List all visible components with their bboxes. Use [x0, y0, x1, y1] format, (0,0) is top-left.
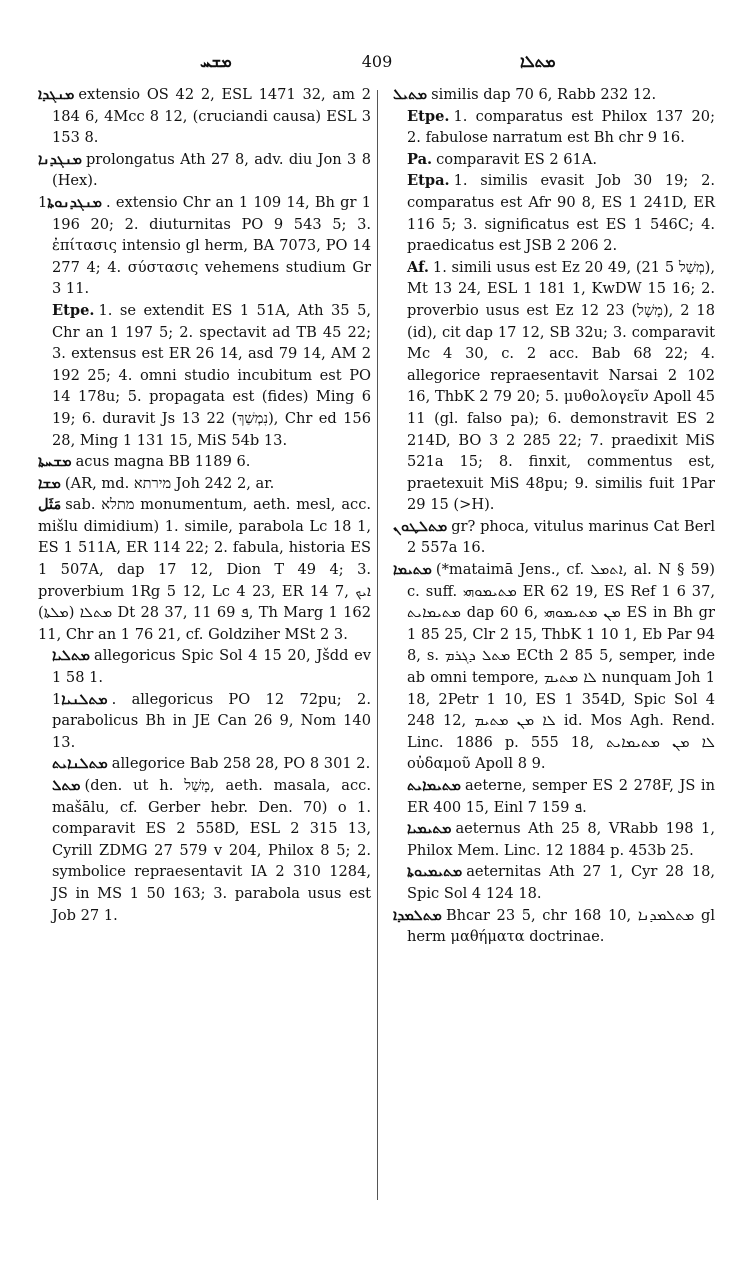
entry-headword: ܡܬܝܡܝܐ — [407, 820, 452, 838]
dictionary-entry — [38, 84, 371, 149]
entry-text: extensio OS 42 2, ESL 1471 32, am 2 184 6, 4Mcc 8 12, (cruciandi causa) ESL 3 153 8. — [52, 86, 371, 147]
entry-headword: ܡܢܓܕܢܘܬܐ — [47, 193, 102, 211]
dictionary-entry — [393, 149, 715, 171]
entry-headword: Etpa. — [407, 172, 450, 190]
entry-text: aeternus Ath 25 8, VRabb 198 1, Philox Mem. Linc. 12 1884 p. 453b 25. — [407, 820, 715, 859]
dictionary-entry — [393, 861, 715, 904]
dictionary-entry — [38, 192, 371, 300]
dictionary-entry — [393, 106, 715, 149]
entry-text: 1. similis evasit Job 30 19; 2. comparatus est Afr 90 8, ES 1 241D, ER 116 5; 3. significatus est ES 1 546C; 4. praedicatus est JSB 2 206 2. — [407, 172, 715, 255]
dictionary-entry — [38, 494, 371, 645]
entry-headword: ܡܫܚܬܐ — [38, 453, 72, 471]
entry-text: comparavit ES 2 61A. — [436, 150, 598, 168]
entry-headword: ܡܬܝܠ — [393, 86, 428, 103]
entry-headword: مَثَل — [38, 496, 62, 514]
entry-headword: ܡܬܠܢܐܝܬ — [52, 755, 108, 773]
dictionary-entry — [38, 451, 371, 473]
page-number: 409 — [361, 52, 393, 71]
dictionary-entry — [38, 645, 371, 688]
dictionary-entry — [393, 559, 715, 775]
entry-headword: ܡܬܝܡܐ — [393, 561, 432, 579]
dictionary-entry — [38, 689, 371, 754]
entry-text: Bhcar 23 5, chr 168 10, ܡܬܠܡܕܢܐ gl herm μαθήματα doctrinae. — [407, 906, 715, 946]
entry-text: prolongatus Ath 27 8, adv. diu Jon 3 8 (Hex). — [52, 150, 371, 190]
entry-headword: ܡܢܓܕܐ — [38, 86, 75, 103]
entry-headword: ܡܬܝܡܐܝܬ — [407, 777, 461, 794]
entry-headword: ܡܬܠܡܕܐ — [393, 906, 442, 924]
entry-text: allegorice Bab 258 28, PO 8 301 2. — [111, 755, 371, 773]
dictionary-entry — [393, 257, 715, 516]
dictionary-entry — [393, 84, 715, 106]
entry-headword: ܡܬܠܛܘܢ — [393, 517, 448, 535]
dictionary-entry — [393, 905, 715, 948]
entry-text: aeterne, semper ES 2 278F, JS in ER 400 15, Einl ܦ 159 7. — [407, 777, 715, 816]
right-column — [393, 84, 715, 948]
entry-text: (AR, md. מירתא Joh 242 2, ar. — [64, 474, 275, 492]
entry-headword: Pa. — [407, 150, 433, 168]
entry-headword: Af. — [407, 258, 429, 276]
column-divider — [377, 90, 378, 1200]
dictionary-entry — [38, 775, 371, 926]
entry-text: aeternitas Ath 27 1, Cyr 28 18, Spic Sol 4 124 18. — [407, 863, 715, 902]
dictionary-entry — [393, 775, 715, 818]
dictionary-entry — [393, 818, 715, 861]
dictionary-entry — [38, 149, 371, 192]
entry-headword: ܡܬܠܢܝܐ — [61, 690, 108, 708]
entry-headword: Etpe. — [52, 301, 95, 319]
entry-text: gr? phoca, vitulus marinus Cat Berl 2 557a 16. — [407, 517, 715, 557]
dictionary-entry — [38, 753, 371, 775]
entry-text: 1. allegoricus PO 12 72pu; 2. parabolicus Bh in JE Can 26 9, Nom 140 13. — [52, 690, 371, 751]
entry-text: allegoricus Spic Sol 4 15 20, Jšdd ev 1 58 1. — [52, 647, 371, 687]
entry-headword: ܡܬܠ — [52, 777, 81, 794]
entry-text: sab. מתלא monumentum, aeth. mesl, acc. mišlu dimidium) 1. simile, parabola Lc 18 1, ES 1 511A, ER 114 22; 2. fabula, historia ES 1 507A, dap 17 12, Dion T 49 4; 3. proverbium 1Rg 5 12, Lc 4 23, ER 14 7, ܐܝܟ ܡܬܠܐ (ܡܠܬܐ) Dt 28 37, ܦ 69 11, Th Marg 1 162 11, Chr an 1 76 21, cf. Goldziher MSt 2 3. — [38, 496, 372, 643]
entry-text: similis dap 70 6, Rabb 232 12. — [431, 86, 657, 103]
entry-text: (den. ut h. מָשַׁל, aeth. masala, acc. mašālu, cf. Gerber hebr. Den. 70) o 1. comparavit ES 2 558D, ESL 2 315 13, Cyrill ZDMG 27 579 v 204, Philox 8 5; 2. symbolice repraesentavit IA 2 310 1284, JS in MS 1 50 163; 3. parabola usus est Job 27 1. — [52, 777, 371, 924]
entry-headword: Etpe. — [407, 107, 450, 125]
entry-headword: ܡܫܐ — [38, 474, 61, 492]
dictionary-entry — [38, 300, 371, 451]
entry-text: (*mataimā Jens., cf. ܐܬܡܠ, al. N § 59) c. suff. ܡܬܝܡܘܗܝ ER 62 19, ES Ref 1 6 37, ܡܬܝܡܐܝܬ dap 60 6, ܡܢ ܡܬܝܡܘܗܝ ES in Bh gr 1 85 25, Clr 2 15, ThbK 1 10 1, Eb Par 94 8, s. ܡܬܠ ܕܓܪܡ ECth 2 85 5, semper, inde ab omni tempore, ܠܐ ܡܬܝܡ nunquam Joh 1 18, 2Petr 1 10, ES 1 354D, Spic Sol 4 248 12, ܠܐ ܡܢ ܡܬܝܡ id. Mos Agh. Rend. Linc. 1886 p. 555 18, ܠܐ ܡܢ ܡܬܝܡܐܝܬ οὐδαμοῦ Apoll 8 9. — [407, 561, 716, 773]
entry-headword: ܡܬܠܝܐ — [52, 647, 91, 665]
entry-text: acus magna BB 1189 6. — [75, 453, 251, 471]
left-column — [38, 84, 371, 926]
running-head-right: ܡܬܠܐ — [520, 52, 556, 71]
entry-text: 1. extensio Chr an 1 109 14, Bh gr 1 196 20; 2. diuturnitas PO 9 543 5; 3. ἐπίτασις intensio gl herm, BA 7073, PO 14 277 4; 4. σύστασις vehemens studium Gr 3 11. — [38, 193, 371, 298]
entry-headword: ܡܬܝܡܝܘܬܐ — [407, 863, 463, 881]
running-head-left: ܡܫܚ — [200, 52, 232, 71]
dictionary-entry — [393, 516, 715, 559]
entry-text: 1. simili usus est Ez 20 49, (21 5 מְשַׁל), Mt 13 24, ESL 1 181 1, KwDW 15 16; 2. proverbio usus est Ez 12 23 (מָשָׁל), 18 2 (id), cit dap 17 12, SB 32u; 3. comparavit Mc 4 30, c. 2 acc. Bab 68 22; 4. allegorice repraesentavit Narsai 2 102 16, ThbK 2 79 20; 5. μυθολογεῖν Apoll 45 11 (gl. falso pa); 6. demonstravit ES 2 214D, BO 3 2 285 22; 7. praedixit MiS 521a 15; 8. finxit, commentus est, praetexuit MiS 48pu; 9. similis fuit 1Par 29 15 (>H). — [407, 258, 715, 514]
entry-text: 1. se extendit ES 1 51A, Ath 35 5, Chr an 1 197 5; 2. spectavit ad TB 45 22; 3. extensus est ER 26 14, asd 79 14, AM 2 192 25; 4. omni studio incubitum est PO 14 178u; 5. propagata est (fides) Ming 6 19; 6. duravit Js 13 22 (נִמְשַׁךְ), Chr ed 156 28, Ming 1 131 15, MiS 54b 13. — [52, 301, 371, 449]
dictionary-entry — [393, 170, 715, 256]
entry-headword: ܡܢܓܕܢܐ — [38, 150, 82, 168]
dictionary-entry — [38, 473, 371, 495]
entry-text: 1. comparatus est Philox 137 20; 2. fabulose narratum est Bh chr 9 16. — [407, 107, 715, 147]
